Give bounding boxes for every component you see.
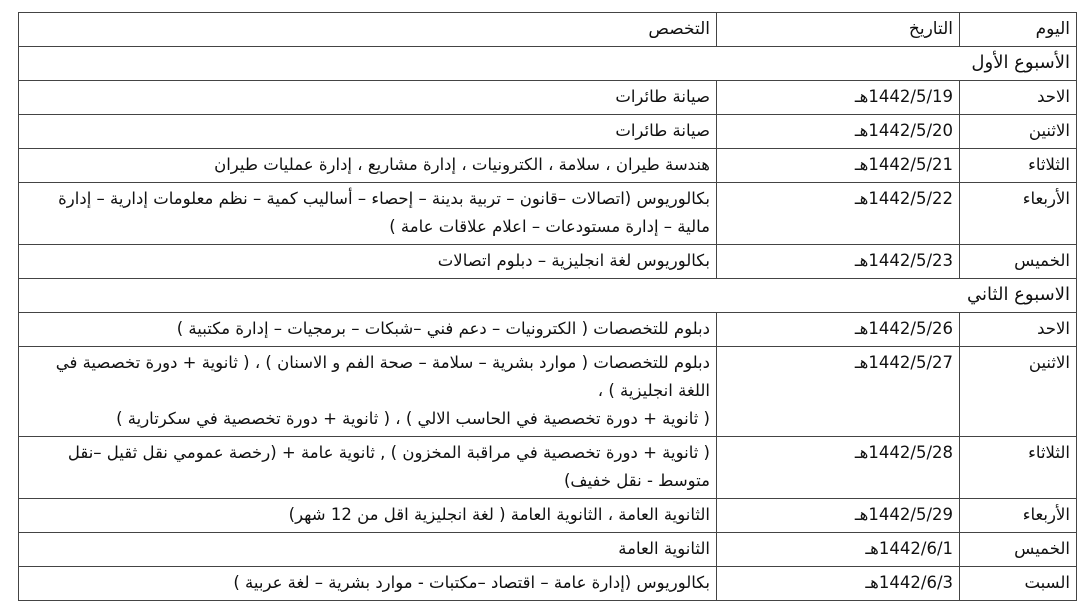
specialization-cell: دبلوم للتخصصات ( الكترونيات – دعم فني –شبكات – برمجيات – إدارة مكتبية )	[19, 313, 717, 347]
date-cell: 1442/5/28هـ	[717, 437, 960, 499]
week-row	[19, 47, 1077, 81]
day-cell: الاثنين	[960, 115, 1077, 149]
day-cell: الثلاثاء	[960, 437, 1077, 499]
date-cell: 1442/5/23هـ	[717, 245, 960, 279]
day-cell: الاثنين	[960, 347, 1077, 437]
table-row	[19, 533, 1077, 567]
specialization-cell: الثانوية العامة	[19, 533, 717, 567]
table-row	[19, 499, 1077, 533]
schedule-container	[18, 12, 1076, 601]
table-row	[19, 245, 1077, 279]
date-cell: 1442/5/19هـ	[717, 81, 960, 115]
specialization-cell: بكالوريوس لغة انجليزية – دبلوم اتصالات	[19, 245, 717, 279]
week-title: الأسبوع الأول	[19, 47, 1077, 81]
schedule-table	[18, 12, 1077, 601]
date-cell: 1442/5/22هـ	[717, 183, 960, 245]
table-row	[19, 183, 1077, 245]
table-row	[19, 347, 1077, 437]
week-row	[19, 279, 1077, 313]
specialization-cell: بكالوريوس (إدارة عامة – اقتصاد –مكتبات - موارد بشرية – لغة عربية )	[19, 567, 717, 601]
header-date: التاريخ	[717, 13, 960, 47]
day-cell: الثلاثاء	[960, 149, 1077, 183]
table-row	[19, 149, 1077, 183]
day-cell: الاحد	[960, 81, 1077, 115]
specialization-cell: هندسة طيران ، سلامة ، الكترونيات ، إدارة مشاريع ، إدارة عمليات طيران	[19, 149, 717, 183]
header-day: اليوم	[960, 13, 1077, 47]
date-cell: 1442/6/3هـ	[717, 567, 960, 601]
header-specialization: التخصص	[19, 13, 717, 47]
specialization-cell: ( ثانوية + دورة تخصصية في مراقبة المخزون ) , ثانوية عامة + (رخصة عمومي نقل ثقيل –نقل متوسط - نقل خفيف)	[19, 437, 717, 499]
specialization-cell: الثانوية العامة ، الثانوية العامة ( لغة انجليزية اقل من 12 شهر)	[19, 499, 717, 533]
day-cell: الأربعاء	[960, 183, 1077, 245]
week-title: الاسبوع الثاني	[19, 279, 1077, 313]
specialization-cell: صيانة طائرات	[19, 115, 717, 149]
date-cell: 1442/5/26هـ	[717, 313, 960, 347]
date-cell: 1442/5/29هـ	[717, 499, 960, 533]
day-cell: الأربعاء	[960, 499, 1077, 533]
day-cell: الاحد	[960, 313, 1077, 347]
date-cell: 1442/6/1هـ	[717, 533, 960, 567]
specialization-cell: بكالوريوس (اتصالات –قانون – تربية بدينة – إحصاء – أساليب كمية – نظم معلومات إدارية – إدارة مالية – إدارة مستودعات – اعلام علاقات عامة )	[19, 183, 717, 245]
day-cell: الخميس	[960, 533, 1077, 567]
date-cell: 1442/5/27هـ	[717, 347, 960, 437]
header-row	[19, 13, 1077, 47]
day-cell: الخميس	[960, 245, 1077, 279]
table-row	[19, 437, 1077, 499]
date-cell: 1442/5/20هـ	[717, 115, 960, 149]
table-row	[19, 115, 1077, 149]
day-cell: السبت	[960, 567, 1077, 601]
table-row	[19, 81, 1077, 115]
specialization-cell: صيانة طائرات	[19, 81, 717, 115]
date-cell: 1442/5/21هـ	[717, 149, 960, 183]
table-row	[19, 313, 1077, 347]
specialization-cell: دبلوم للتخصصات ( موارد بشرية – سلامة – صحة الفم و الاسنان ) ، ( ثانوية + دورة تخصصية في اللغة انجليزية ) ، ( ثانوية + دورة تخصصية في الحاسب الالي ) ، ( ثانوية + دورة تخصصية في سكرتارية )	[19, 347, 717, 437]
